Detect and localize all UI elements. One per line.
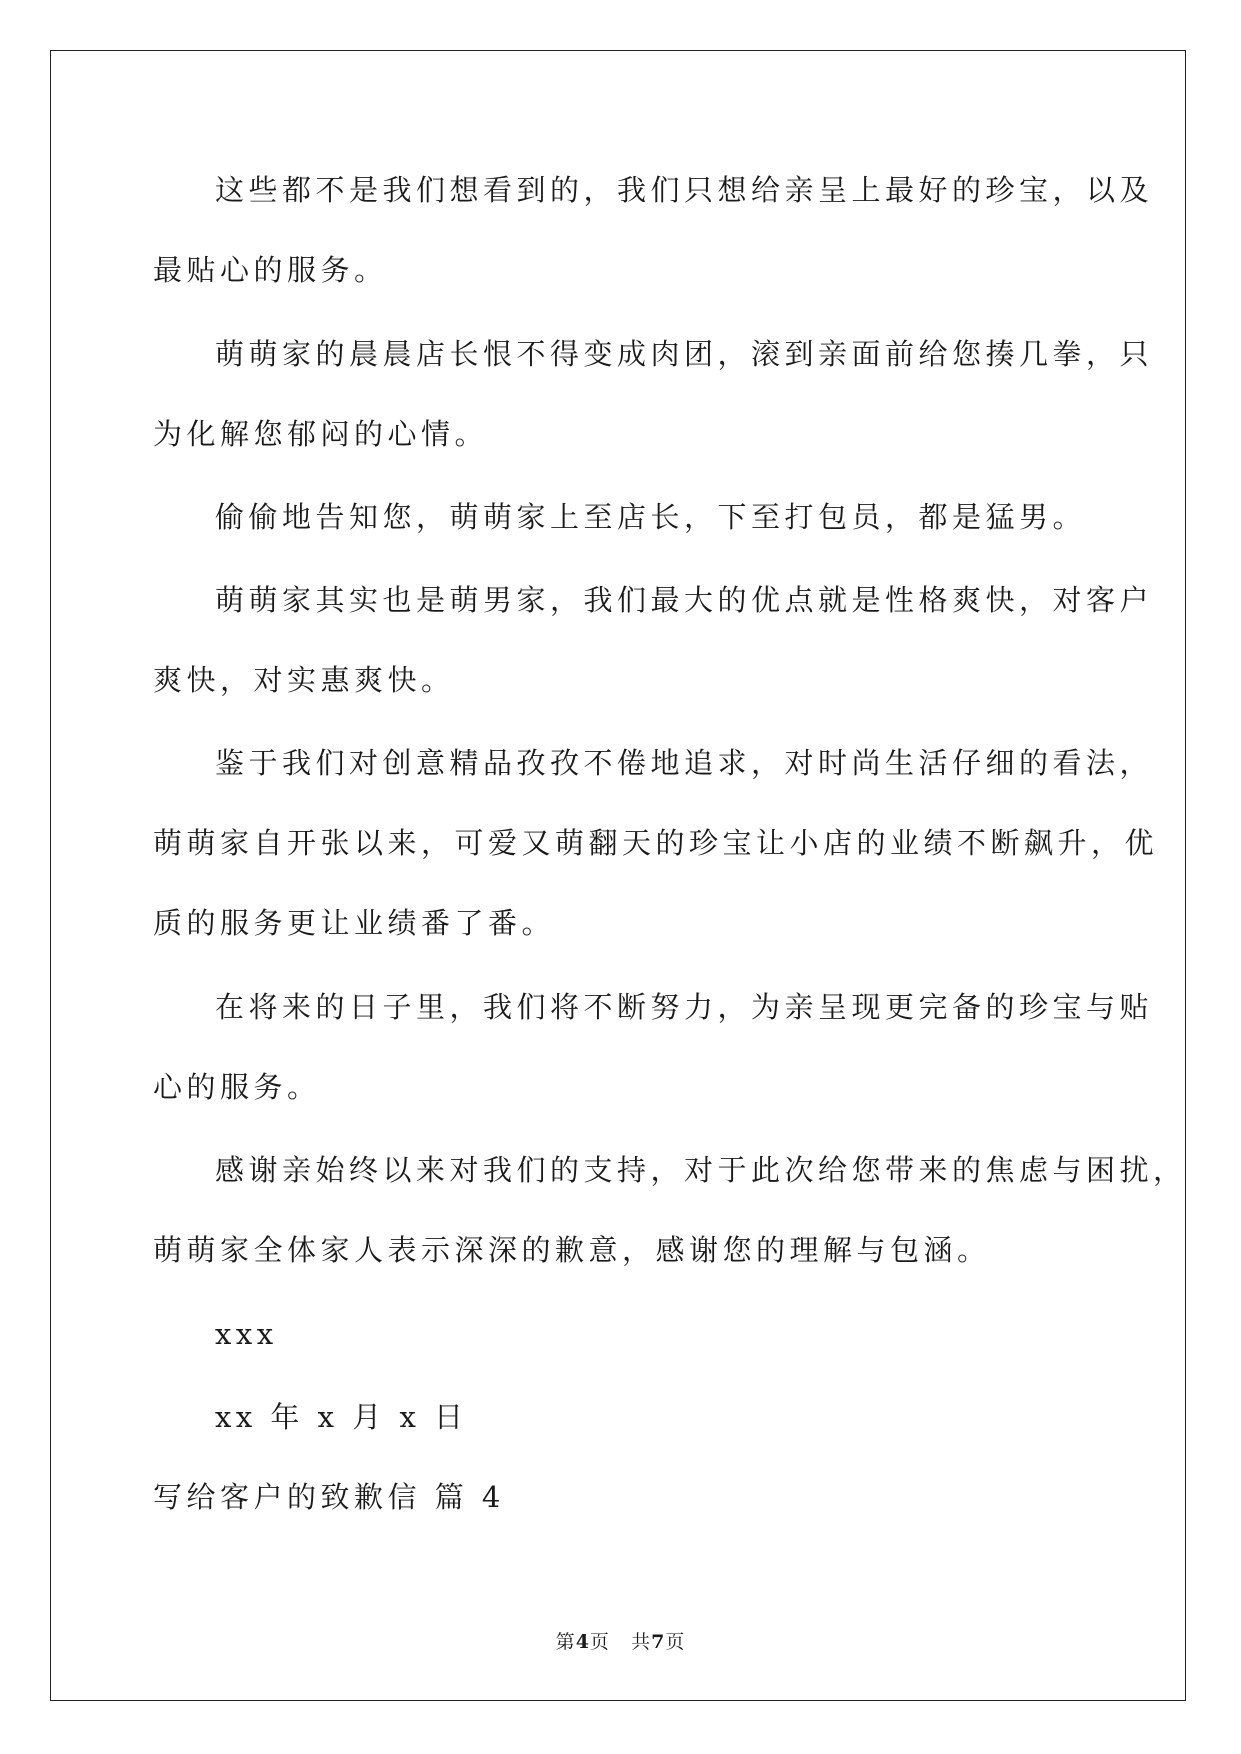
- paragraph-line: 鉴于我们对创意精品孜孜不倦地追求，对时尚生活仔细的看法，: [215, 746, 1154, 780]
- footer-total-unit: 页: [665, 1631, 686, 1653]
- paragraph-line: 为化解您郁闷的心情。: [153, 417, 489, 451]
- paragraph-line: 爽快，对实惠爽快。: [153, 663, 455, 697]
- current-page-number: 4: [575, 1631, 590, 1653]
- footer-page-unit: 页: [589, 1631, 610, 1653]
- date-line: xx 年 x 月 x 日: [215, 1400, 468, 1434]
- paragraph-line: 心的服务。: [153, 1070, 321, 1104]
- paragraph-line: 在将来的日子里，我们将不断努力，为亲呈现更完备的珍宝与贴: [215, 990, 1154, 1024]
- paragraph-line: 偷偷地告知您，萌萌家上至店长，下至打包员，都是猛男。: [215, 500, 1087, 534]
- footer-total-prefix: 共: [631, 1631, 652, 1653]
- paragraph-line: 感谢亲始终以来对我们的支持，对于此次给您带来的焦虑与困扰，: [215, 1153, 1187, 1187]
- paragraph-line: 萌萌家自开张以来，可爱又萌翻天的珍宝让小店的业绩不断飙升，优: [153, 826, 1159, 860]
- page-footer: [0, 1630, 1241, 1654]
- paragraph-line: 这些都不是我们想看到的，我们只想给亲呈上最好的珍宝，以及: [215, 173, 1154, 207]
- paragraph-line: 萌萌家其实也是萌男家，我们最大的优点就是性格爽快，对客户: [215, 583, 1154, 617]
- paragraph-line: 最贴心的服务。: [153, 253, 388, 287]
- paragraph-line: 萌萌家的晨晨店长恨不得变成肉团，滚到亲面前给您揍几拳，只: [215, 337, 1154, 371]
- total-page-number: 7: [651, 1631, 666, 1653]
- page-border: [50, 50, 1186, 1701]
- footer-prefix: 第: [555, 1631, 576, 1653]
- section-heading: 写给客户的致歉信 篇 4: [153, 1480, 505, 1514]
- paragraph-line: 萌萌家全体家人表示深深的歉意，感谢您的理解与包涵。: [153, 1233, 991, 1267]
- paragraph-line: 质的服务更让业绩番了番。: [153, 906, 556, 940]
- signature: xxx: [215, 1317, 278, 1351]
